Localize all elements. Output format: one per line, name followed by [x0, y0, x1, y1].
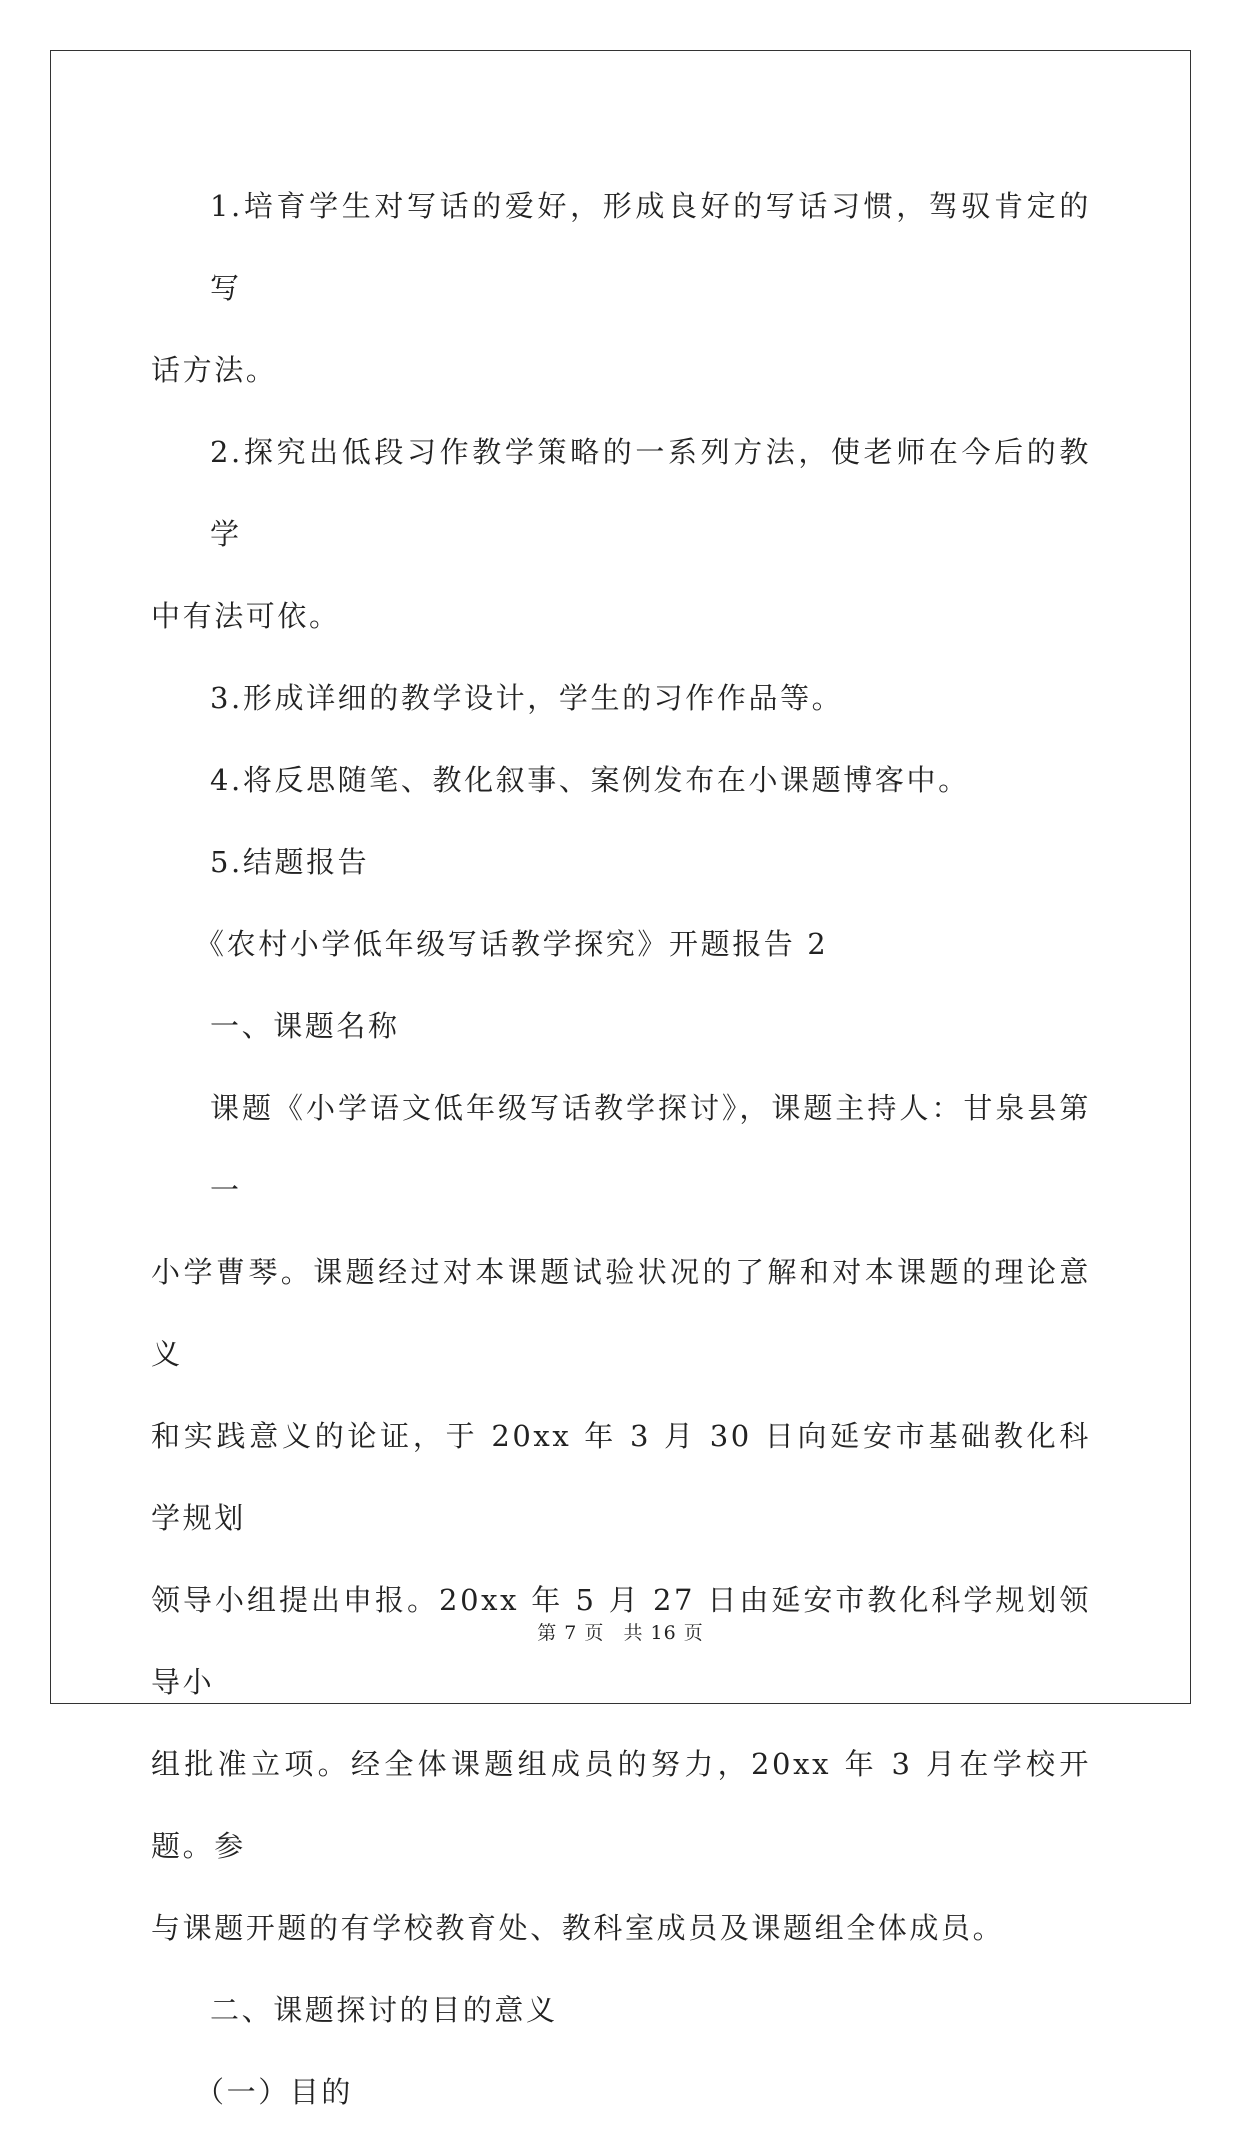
text-line: 与课题开题的有学校教育处、教科室成员及课题组全体成员。: [151, 1911, 1005, 1945]
text-line: （一）目的: [195, 2075, 354, 2109]
text-line: 中有法可依。: [151, 599, 341, 633]
section-heading-2: [151, 1969, 1091, 2051]
paragraph-goal-2: [151, 411, 1091, 657]
page-total: 共 16 页: [623, 1622, 704, 1644]
text-line: 话方法。: [151, 353, 278, 387]
text-line: 小学曹琴。课题经过对本课题试验状况的了解和对本课题的理论意义: [151, 1255, 1091, 1371]
paragraph-goal-3: [151, 657, 1091, 739]
text-line: 二、课题探讨的目的意义: [210, 1993, 558, 2027]
text-line: 《农村小学低年级写话教学探究》开题报告 2: [195, 927, 829, 961]
text-line: 课题《小学语文低年级写话教学探讨》，课题主持人：甘泉县第一: [210, 1091, 1091, 1207]
text-line: 一、课题名称: [210, 1009, 400, 1043]
paragraph-goal-1: [151, 165, 1091, 411]
text-line: 1.培育学生对写话的爱好，形成良好的写话习惯，驾驭肯定的写: [210, 189, 1091, 305]
text-line: 5.结题报告: [210, 845, 370, 879]
text-line: 2.探究出低段习作教学策略的一系列方法，使老师在今后的教学: [210, 435, 1091, 551]
text-line: 4.将反思随笔、教化叙事、案例发布在小课题博客中。: [210, 763, 970, 797]
paragraph-goal-5: [151, 821, 1091, 903]
report-title: [151, 903, 1091, 985]
subsection-heading: [151, 2051, 1091, 2133]
text-line: 领导小组提出申报。20xx 年 5 月 27 日由延安市教化科学规划领导小: [151, 1583, 1091, 1699]
text-line: 和实践意义的论证，于 20xx 年 3 月 30 日向延安市基础教化科学规划: [151, 1419, 1091, 1535]
text-line: 组批准立项。经全体课题组成员的努力，20xx 年 3 月在学校开题。参: [151, 1747, 1091, 1863]
text-line: 3.形成详细的教学设计，学生的习作作品等。: [210, 681, 844, 715]
document-body: [151, 165, 1091, 2133]
page-number: 第 7 页: [537, 1622, 605, 1644]
paragraph-goal-4: [151, 739, 1091, 821]
page-footer: [0, 1618, 1241, 1645]
section-heading-1: [151, 985, 1091, 1067]
paragraph-topic-description: [151, 1067, 1091, 1969]
